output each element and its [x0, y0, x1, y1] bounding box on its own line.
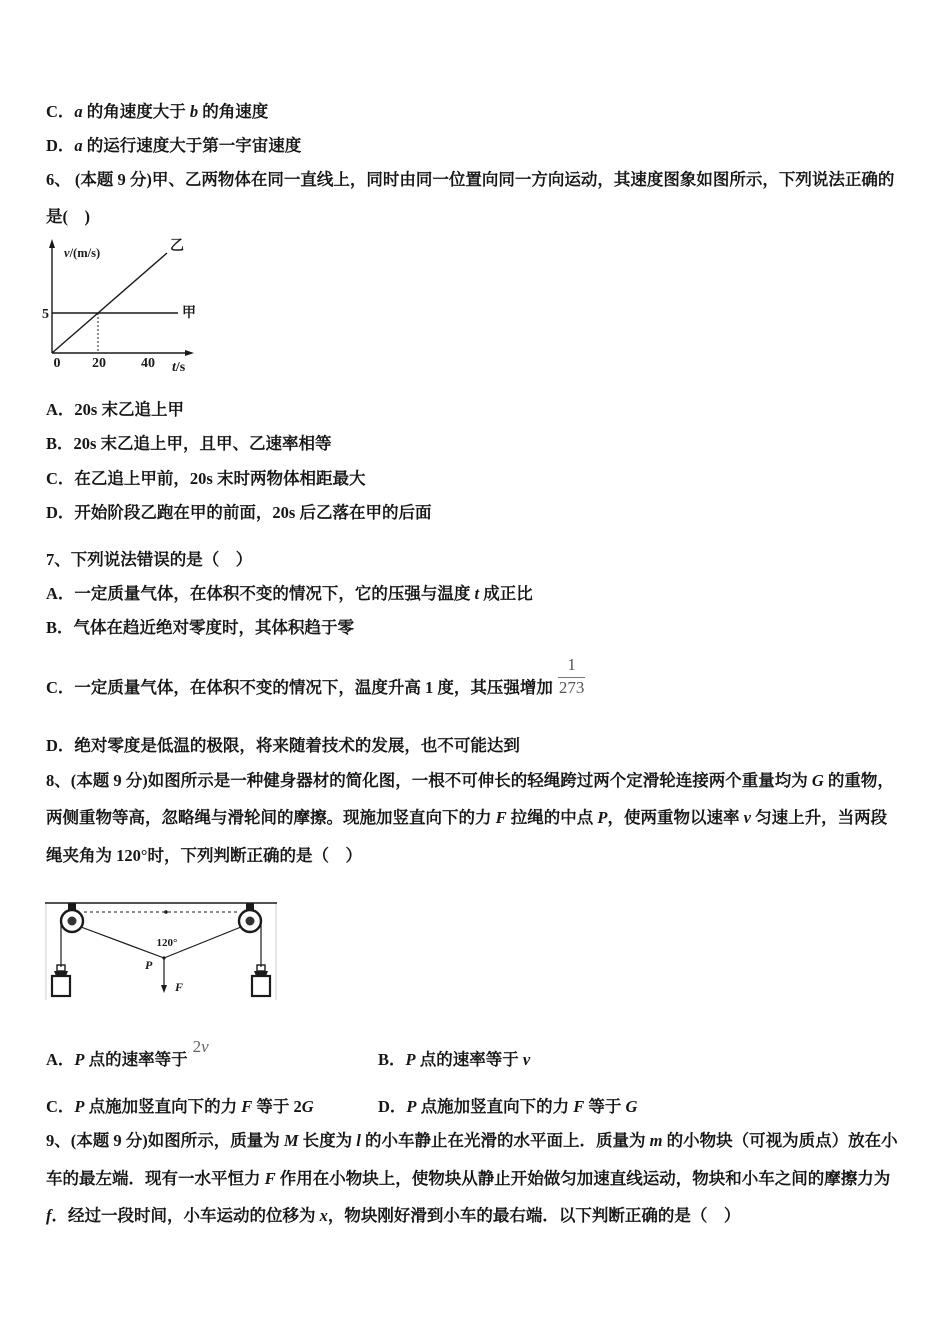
- y-axis-unit: /(m/s): [69, 246, 101, 260]
- option-text: 20s 末乙追上甲: [74, 400, 184, 419]
- question-stem: 匀速上升，当两段: [750, 808, 888, 827]
- x-tick-label: 20: [92, 356, 106, 371]
- left-weight: [52, 976, 70, 996]
- fraction-numerator: 1: [558, 653, 586, 678]
- option-label: A．: [46, 400, 75, 419]
- option-label: C．: [46, 1097, 75, 1116]
- q6-stem-line-2: [46, 207, 90, 227]
- q8-option-c: [46, 1097, 314, 1117]
- y-axis-arrow: [49, 239, 55, 248]
- option-label: D．: [46, 136, 75, 155]
- option-text: 一定质量气体，在体积不变的情况下，温度升高 1 度，其压强增加: [74, 678, 553, 697]
- option-text: 的运行速度大于第一宇宙速度: [82, 136, 302, 155]
- question-number: 7、: [46, 550, 71, 569]
- variable-x: x: [319, 1206, 328, 1225]
- midpoint-dot: [164, 910, 168, 914]
- q7-option-d: [46, 736, 520, 756]
- y-axis-variable: v: [64, 246, 70, 260]
- option-text: 成正比: [479, 584, 533, 603]
- option-label: D．: [46, 736, 75, 755]
- option-label: D．: [378, 1097, 407, 1116]
- variable-a: a: [74, 102, 83, 121]
- fraction-denominator: 273: [558, 678, 585, 697]
- option-text: 气体在趋近绝对零度时，其体积趋于零: [73, 618, 355, 637]
- option-label: C．: [46, 678, 75, 697]
- option-text: 等于 2: [252, 1097, 302, 1116]
- formula-coefficient: 2: [192, 1037, 202, 1056]
- q5-option-c: [46, 102, 268, 122]
- question-stem: ，使两重物以速率: [607, 808, 744, 827]
- x-axis-arrow: [185, 350, 194, 356]
- option-text: 点的速率等于: [84, 1050, 188, 1069]
- option-text: 在乙追上甲前，20s 末时两物体相距最大: [74, 469, 366, 488]
- variable-G: G: [811, 771, 824, 790]
- variable-P: P: [74, 1050, 85, 1069]
- variable-v: v: [743, 808, 751, 827]
- left-pulley-hub: [68, 917, 77, 926]
- x-tick-label: 40: [141, 356, 155, 371]
- point-p-label: P: [145, 958, 153, 972]
- question-number: 9、: [46, 1131, 71, 1150]
- x-axis-unit: /s: [175, 360, 186, 375]
- question-stem: 是( ): [46, 207, 90, 226]
- question-stem: ，物块刚好滑到小车的最右端．以下判断正确的是（ ）: [327, 1206, 741, 1225]
- option-text: 一定质量气体，在体积不变的情况下，它的压强与温度: [74, 584, 475, 603]
- variable-P: P: [406, 1097, 417, 1116]
- q8-option-d: [378, 1097, 637, 1117]
- question-stem: 的小物块（可视为质点）放在小: [662, 1131, 898, 1150]
- q6-option-a: [46, 400, 184, 420]
- question-stem: 的小车静止在光滑的水平面上．质量为: [360, 1131, 650, 1150]
- force-arrow-head: [161, 985, 167, 993]
- variable-G: G: [625, 1097, 638, 1116]
- q7-stem: [46, 550, 252, 570]
- pulley-diagram: [40, 895, 282, 1005]
- question-stem: 长度为: [298, 1131, 357, 1150]
- variable-m: m: [649, 1131, 663, 1150]
- question-stem: 下列说法错误的是（ ）: [70, 550, 253, 569]
- q8-stem-line-3: [46, 846, 362, 866]
- q9-stem-line-1: [46, 1131, 898, 1151]
- option-label: B．: [46, 434, 74, 453]
- rope-left-segment: [81, 927, 164, 958]
- variable-G: G: [301, 1097, 314, 1116]
- option-label: B．: [46, 618, 74, 637]
- question-stem: 车的最左端．现有一水平恒力: [46, 1169, 265, 1188]
- question-stem: 作用在小物块上，使物块从静止开始做匀加速直线运动，物块和小车之间的摩擦力为: [275, 1169, 891, 1188]
- variable-v: v: [522, 1050, 531, 1069]
- question-stem: ．经过一段时间，小车运动的位移为: [51, 1206, 320, 1225]
- question-stem: 绳夹角为 120°时，下列判断正确的是（ ）: [46, 846, 362, 865]
- option-text: 绝对零度是低温的极限，将来随着技术的发展，也不可能达到: [74, 736, 520, 755]
- origin-label: 0: [53, 356, 61, 371]
- option-text: 的角速度: [198, 102, 269, 121]
- variable-l: l: [356, 1131, 361, 1150]
- right-pulley-hub: [246, 917, 255, 926]
- q5-option-d: [46, 136, 301, 156]
- q6-option-c: [46, 469, 365, 489]
- option-text: 开始阶段乙跑在甲的前面，20s 后乙落在甲的后面: [74, 503, 432, 522]
- q6-stem-line-1: [46, 170, 894, 190]
- q9-stem-line-3: [46, 1206, 740, 1226]
- question-number: 8、: [46, 771, 71, 790]
- x-axis-variable: t: [172, 360, 176, 375]
- question-stem: 的重物，: [823, 771, 894, 790]
- angle-label: 120°: [156, 937, 178, 949]
- formula-2v: [193, 1037, 209, 1056]
- option-text: 点施加竖直向下的力: [84, 1097, 242, 1116]
- option-label: C．: [46, 102, 75, 121]
- series-label-yi: 乙: [170, 239, 184, 254]
- y-axis-label: [64, 246, 100, 260]
- variable-P: P: [74, 1097, 85, 1116]
- right-weight: [252, 976, 270, 996]
- fraction: [558, 655, 586, 698]
- question-stem: (本题 9 分)甲、乙两物体在同一直线上，同时由同一位置向同一方向运动，其速度图象如图所示，下列说法正确的: [70, 170, 895, 189]
- question-stem: (本题 9 分)如图所示是一种健身器材的简化图，一根不可伸长的轻绳跨过两个定滑轮连接两个重量均为: [70, 771, 812, 790]
- variable-M: M: [283, 1131, 299, 1150]
- q9-stem-line-2: [46, 1169, 890, 1189]
- variable-t: t: [474, 584, 480, 603]
- q8-stem-line-1: [46, 771, 894, 791]
- q7-option-c: [46, 655, 585, 698]
- q8-stem-line-2: [46, 808, 887, 828]
- option-label: C．: [46, 469, 75, 488]
- option-text: 20s 末乙追上甲，且甲、乙速率相等: [73, 434, 332, 453]
- question-number: 6、: [46, 170, 71, 189]
- q6-option-b: [46, 434, 332, 454]
- q8-option-a: [46, 1037, 209, 1070]
- variable-F: F: [264, 1169, 276, 1188]
- q7-option-a: [46, 584, 533, 604]
- q6-option-d: [46, 503, 431, 523]
- variable-F: F: [573, 1097, 585, 1116]
- variable-P: P: [597, 808, 608, 827]
- question-stem: 拉绳的中点: [506, 808, 598, 827]
- x-axis-label: [172, 360, 186, 375]
- option-text: 点的速率等于: [415, 1050, 523, 1069]
- option-text: 等于: [584, 1097, 626, 1116]
- formula-variable: v: [201, 1037, 209, 1056]
- variable-F: F: [241, 1097, 253, 1116]
- variable-P: P: [405, 1050, 416, 1069]
- q8-option-b: [378, 1050, 530, 1070]
- velocity-time-graph: [40, 232, 205, 377]
- question-stem: (本题 9 分)如图所示，质量为: [70, 1131, 284, 1150]
- q7-option-b: [46, 618, 354, 638]
- variable-a: a: [74, 136, 83, 155]
- variable-F: F: [495, 808, 507, 827]
- variable-f: f: [46, 1206, 52, 1225]
- variable-b: b: [189, 102, 199, 121]
- y-tick-label: 5: [42, 307, 49, 322]
- option-label: A．: [46, 1050, 75, 1069]
- option-label: B．: [378, 1050, 406, 1069]
- option-label: D．: [46, 503, 75, 522]
- series-label-jia: 甲: [182, 306, 196, 321]
- option-label: A．: [46, 584, 75, 603]
- force-label: F: [175, 980, 184, 994]
- option-text: 点施加竖直向下的力: [416, 1097, 574, 1116]
- question-stem: 两侧重物等高，忽略绳与滑轮间的摩擦。现施加竖直向下的力: [46, 808, 496, 827]
- line-yi: [52, 253, 167, 353]
- option-text: 的角速度大于: [82, 102, 190, 121]
